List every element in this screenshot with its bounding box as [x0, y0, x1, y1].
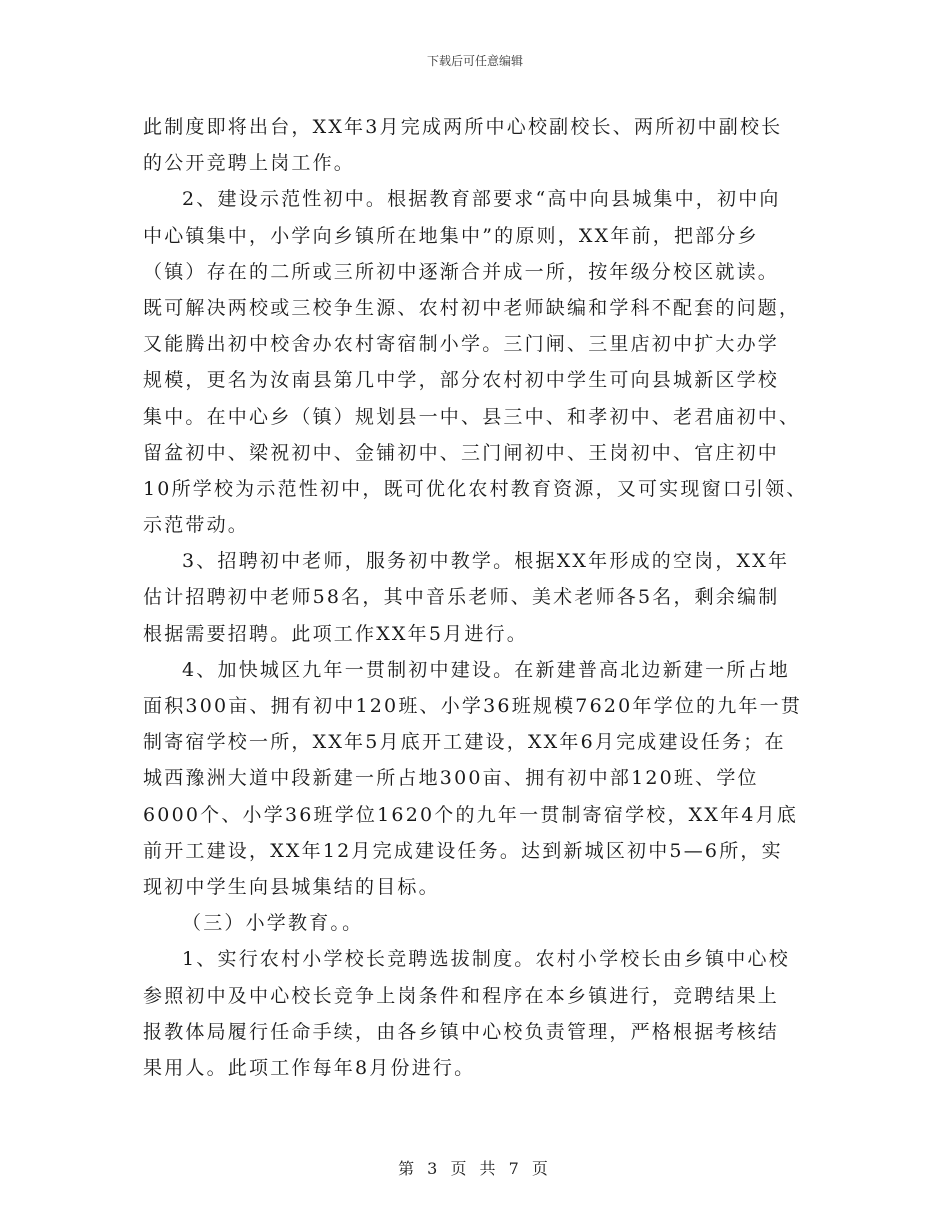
- text-line: 前开工建设，XX年12月完成建设任务。达到新城区初中5—6所，实: [143, 839, 783, 862]
- text-line: 中心镇集中，小学向乡镇所在地集中”的原则，XX年前，把部分乡: [143, 224, 759, 247]
- text-line: 既可解决两校或三校争生源、农村初中老师缺编和学科不配套的问题，: [143, 296, 801, 319]
- text-line: 现初中学生向县城集结的目标。: [143, 875, 440, 898]
- text-line: 留盆初中、梁祝初中、金铺初中、三门闸初中、王岗初中、官庄初中: [143, 441, 780, 464]
- text-line: 根据需要招聘。此项工作XX年5月进行。: [143, 622, 528, 645]
- text-line: 制寄宿学校一所，XX年5月底开工建设，XX年6月完成建设任务；在: [143, 731, 786, 754]
- text-line: （镇）存在的二所或三所初中逐渐合并成一所，按年级分校区就读。: [143, 260, 780, 283]
- text-line: 果用人。此项工作每年8月份进行。: [143, 1056, 476, 1079]
- text-line: 报教体局履行任命手续，由各乡镇中心校负责管理，严格根据考核结: [143, 1020, 780, 1043]
- document-body: [143, 109, 811, 1086]
- text-line: 10所学校为示范性初中，既可优化农村教育资源，又可实现窗口引领、: [143, 477, 808, 500]
- text-line: 集中。在中心乡（镇）规划县一中、县三中、和孝初中、老君庙初中、: [143, 405, 801, 428]
- text-line: 此制度即将出台，XX年3月完成两所中心校副校长、两所初中副校长: [143, 116, 783, 138]
- text-line: 又能腾出初中校舍办农村寄宿制小学。三门闸、三里店初中扩大办学: [143, 333, 780, 356]
- text-line: 6000个、小学36班学位1620个的九年一贯制寄宿学校，XX年4月底: [143, 803, 799, 826]
- text-line: 参照初中及中心校长竞争上岗条件和程序在本乡镇进行，竞聘结果上: [143, 984, 780, 1007]
- text-line: 的公开竞聘上岗工作。: [143, 152, 356, 175]
- text-line: 城西豫洲大道中段新建一所占地300亩、拥有初中部120班、学位: [143, 767, 759, 790]
- text-line: 规模，更名为汝南县第几中学，部分农村初中学生可向县城新区学校: [143, 369, 780, 392]
- text-line: 4、加快城区九年一贯制初中建设。在新建普高北边新建一所占地: [182, 658, 790, 681]
- text-line: 3、招聘初中老师，服务初中教学。根据XX年形成的空岗，XX年: [182, 550, 790, 573]
- text-line: 2、建设示范性初中。根据教育部要求“高中向县城集中，初中向: [182, 188, 781, 211]
- text-line: 估计招聘初中老师58名，其中音乐老师、美术老师各5名，剩余编制: [143, 586, 780, 609]
- page-header: 下载后可任意编辑: [426, 54, 523, 68]
- page-footer: 第 3 页 共 7 页: [398, 1159, 552, 1178]
- text-line: 示范带动。: [143, 514, 250, 537]
- text-line: （三）小学教育。。: [182, 912, 364, 935]
- text-line: 面积300亩、拥有初中120班、小学36班规模7620年学位的九年一贯: [143, 695, 803, 717]
- text-line: 1、实行农村小学校长竞聘选拔制度。农村小学校长由乡镇中心校: [182, 948, 790, 971]
